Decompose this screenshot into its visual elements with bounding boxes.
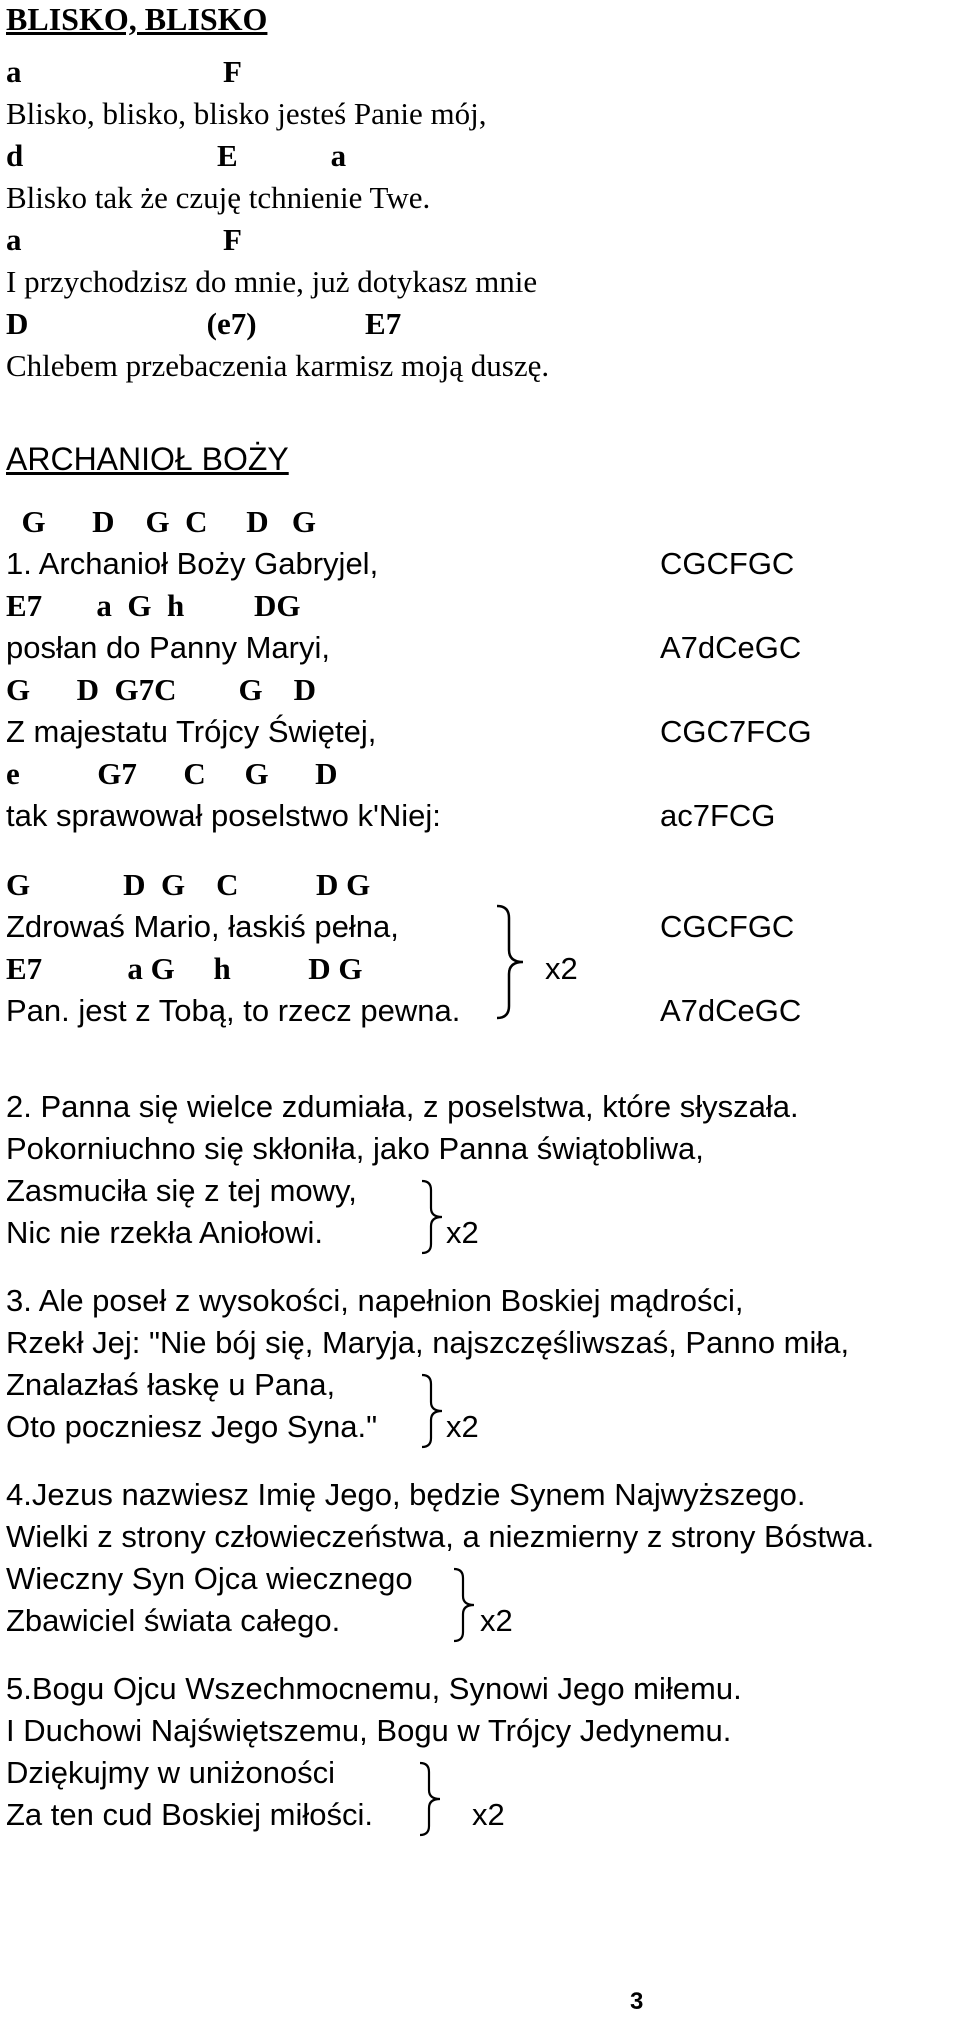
- lyric-line: Pan. jest z Tobą, to rzecz pewna.: [6, 993, 461, 1028]
- chord-line: d E a: [6, 138, 347, 173]
- repeat-label: x2: [545, 951, 578, 986]
- lyric-line: Oto poczniesz Jego Syna.": [6, 1409, 378, 1444]
- chord-line: G D G7C G D: [6, 672, 316, 707]
- chord-line: e G7 C G D: [6, 756, 338, 791]
- brace-icon: [418, 1760, 448, 1840]
- lyric-line: Zbawiciel świata całego.: [6, 1603, 341, 1638]
- lyric-line: Nic nie rzekła Aniołowi.: [6, 1215, 324, 1250]
- chord-code: A7dCeGC: [660, 630, 802, 665]
- chord-line: G D G C D G: [6, 504, 316, 539]
- repeat-label: x2: [472, 1797, 505, 1832]
- repeat-label: x2: [480, 1603, 513, 1638]
- lyric-line: Znalazłaś łaskę u Pana,: [6, 1367, 336, 1402]
- chord-line: D (e7) E7: [6, 306, 402, 341]
- lyric-line: 1. Archanioł Boży Gabryjel,: [6, 546, 379, 581]
- page-number: 3: [630, 1988, 644, 2015]
- lyric-line: 4.Jezus nazwiesz Imię Jego, będzie Synem Najwyższego.: [6, 1477, 806, 1512]
- lyric-line: Dziękujmy w uniżoności: [6, 1755, 336, 1790]
- chord-code: A7dCeGC: [660, 993, 802, 1028]
- lyric-line: Blisko tak że czuję tchnienie Twe.: [6, 180, 431, 215]
- lyric-line: 5.Bogu Ojcu Wszechmocnemu, Synowi Jego miłemu.: [6, 1671, 742, 1706]
- lyric-line: Pokorniuchno się skłoniła, jako Panna świątobliwa,: [6, 1131, 704, 1166]
- repeat-label: x2: [446, 1215, 479, 1250]
- chord-code: CGC7FCG: [660, 714, 812, 749]
- chord-line: E7 a G h D G: [6, 951, 363, 986]
- lyric-line: I przychodzisz do mnie, już dotykasz mnie: [6, 264, 538, 299]
- lyric-line: Wielki z strony człowieczeństwa, a niezmierny z strony Bóstwa.: [6, 1519, 875, 1554]
- lyric-line: Wieczny Syn Ojca wiecznego: [6, 1561, 413, 1596]
- lyric-line: tak sprawował poselstwo k'Niej:: [6, 798, 441, 833]
- lyric-line: Rzekł Jej: "Nie bój się, Maryja, najszczęśliwszaś, Panno miła,: [6, 1325, 850, 1360]
- lyric-line: posłan do Panny Maryi,: [6, 630, 330, 665]
- lyric-line: Z majestatu Trójcy Świętej,: [6, 714, 377, 749]
- lyric-line: Zdrowaś Mario, łaskiś pełna,: [6, 909, 399, 944]
- chord-line: G D G C D G: [6, 867, 371, 902]
- lyric-line: Blisko, blisko, blisko jesteś Panie mój,: [6, 96, 487, 131]
- brace-icon: [452, 1566, 482, 1646]
- lyric-line: Za ten cud Boskiej miłości.: [6, 1797, 373, 1832]
- song2-title: ARCHANIOŁ BOŻY: [6, 441, 289, 477]
- chord-code: CGCFGC: [660, 909, 795, 944]
- chord-line: a F: [6, 222, 242, 257]
- repeat-label: x2: [446, 1409, 479, 1444]
- lyric-line: 3. Ale poseł z wysokości, napełnion Boskiej mądrości,: [6, 1283, 744, 1318]
- song1-title: BLISKO, BLISKO: [6, 1, 268, 37]
- chord-code: CGCFGC: [660, 546, 795, 581]
- chord-line: a F: [6, 54, 242, 89]
- lyric-line: 2. Panna się wielce zdumiała, z poselstwa, które słyszała.: [6, 1089, 799, 1124]
- chord-code: ac7FCG: [660, 798, 776, 833]
- chord-line: E7 a G h DG: [6, 588, 301, 623]
- lyric-line: Chlebem przebaczenia karmisz moją duszę.: [6, 348, 550, 383]
- lyric-line: Zasmuciła się z tej mowy,: [6, 1173, 357, 1208]
- brace-icon: [495, 902, 535, 1022]
- lyric-line: I Duchowi Najświętszemu, Bogu w Trójcy Jedynemu.: [6, 1713, 732, 1748]
